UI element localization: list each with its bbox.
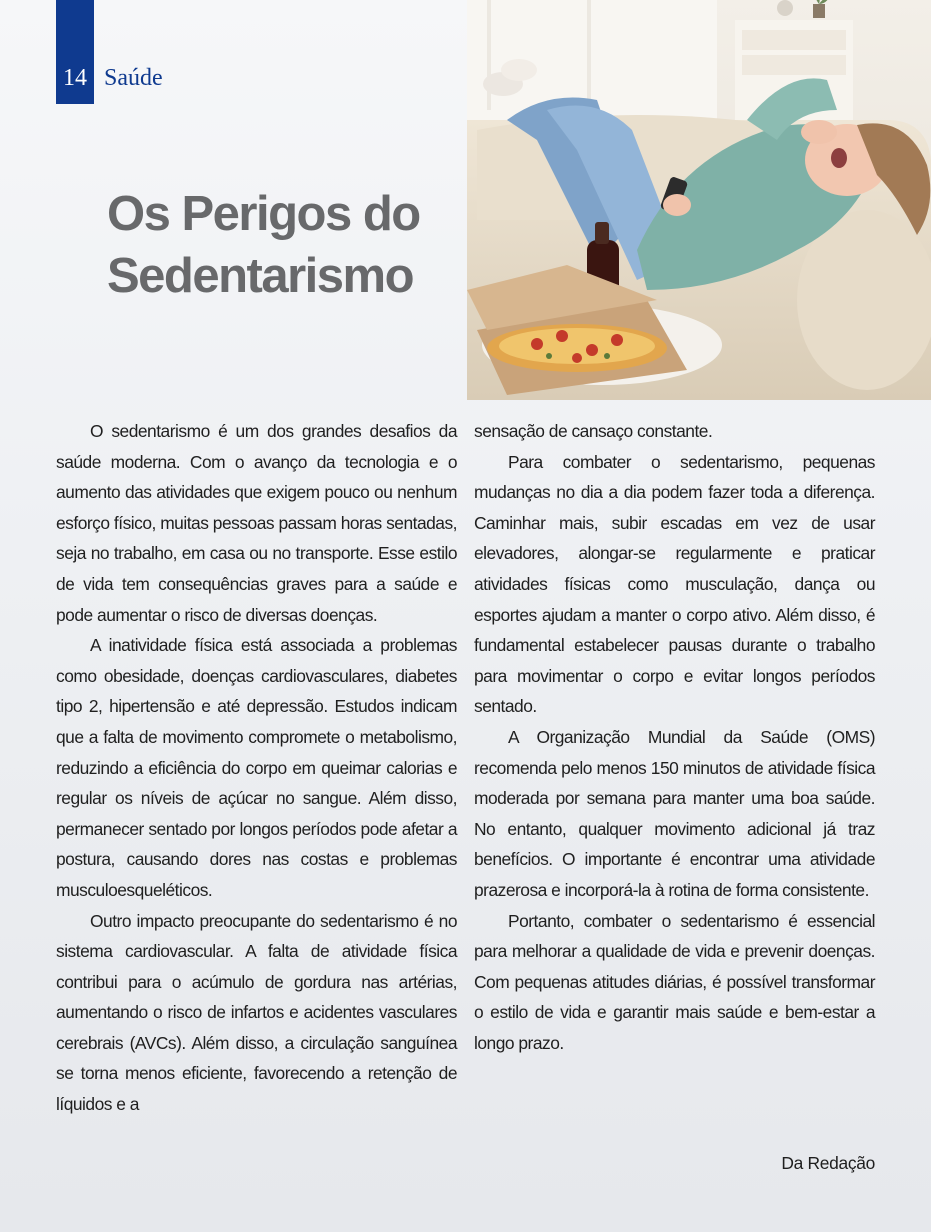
article-signature: Da Redação (781, 1153, 875, 1173)
title-line-1: Os Perigos do (107, 187, 420, 241)
article-paragraph: A inatividade física está associada a problemas como obesidade, doenças cardiovasculares, diabetes tipo 2, hipertensão e até depressão. Estudos indicam que a falta de movimento compromete o metabolismo, reduzindo a eficiência do corpo em queimar calorias e regular os níveis de açúcar no sangue. Além disso, permanecer sentado por longos períodos pode afetar a postura, causando dores nas costas e problemas musculoesqueléticos. (56, 635, 457, 900)
article-paragraph: O sedentarismo é um dos grandes desafios da saúde moderna. Com o avanço da tecnologia e o aumento das atividades que exigem pouco ou nenhum esforço físico, muitas pessoas passam horas sentadas, seja no trabalho, em casa ou no transporte. Esse estilo de vida tem consequências graves para a saúde e pode aumentar o risco de diversas doenças. (56, 421, 457, 625)
article-paragraph: Portanto, combater o sedentarismo é essencial para melhorar a qualidade de vida e prevenir doenças. Com pequenas atitudes diárias, é possível transformar o estilo de vida e garantir mais saúde e bem-estar a longo prazo. (474, 910, 875, 1053)
section-label: Saúde (104, 65, 163, 91)
article-photo (467, 0, 931, 400)
article-paragraph-continued: sensação de cansaço constante. (474, 421, 713, 441)
article-column-right (474, 416, 875, 1058)
title-line-2: Sedentarismo (107, 249, 414, 303)
article-paragraph: Outro impacto preocupante do sedentarismo é no sistema cardiovascular. A falta de atividade física contribui para o acúmulo de gordura nas artérias, aumentando o risco de infartos e acidentes vasculares cerebrais (AVCs). Além disso, a circulação sanguínea se torna menos eficiente, favorecendo a retenção de líquidos e a (56, 910, 457, 1115)
article-column-left (56, 416, 457, 1120)
article-title (107, 183, 457, 307)
page-number: 14 (63, 65, 87, 91)
article-paragraph: A Organização Mundial da Saúde (OMS) recomenda pelo menos 150 minutos de atividade física moderada por semana para manter uma boa saúde. No entanto, qualquer movimento adicional já traz benefícios. O importante é encontrar uma atividade prazerosa e incorporá-la à rotina de forma consistente. (474, 726, 875, 900)
article-paragraph: Para combater o sedentarismo, pequenas mudanças no dia a dia podem fazer toda a diferença. Caminhar mais, subir escadas em vez de usar elevadores, alongar-se regularmente e praticar atividades físicas como musculação, dança ou esportes ajudam a manter o corpo ativo. Além disso, é fundamental estabelecer pausas durante o trabalho para movimentar o corpo e evitar longos períodos sentado. (474, 451, 875, 717)
